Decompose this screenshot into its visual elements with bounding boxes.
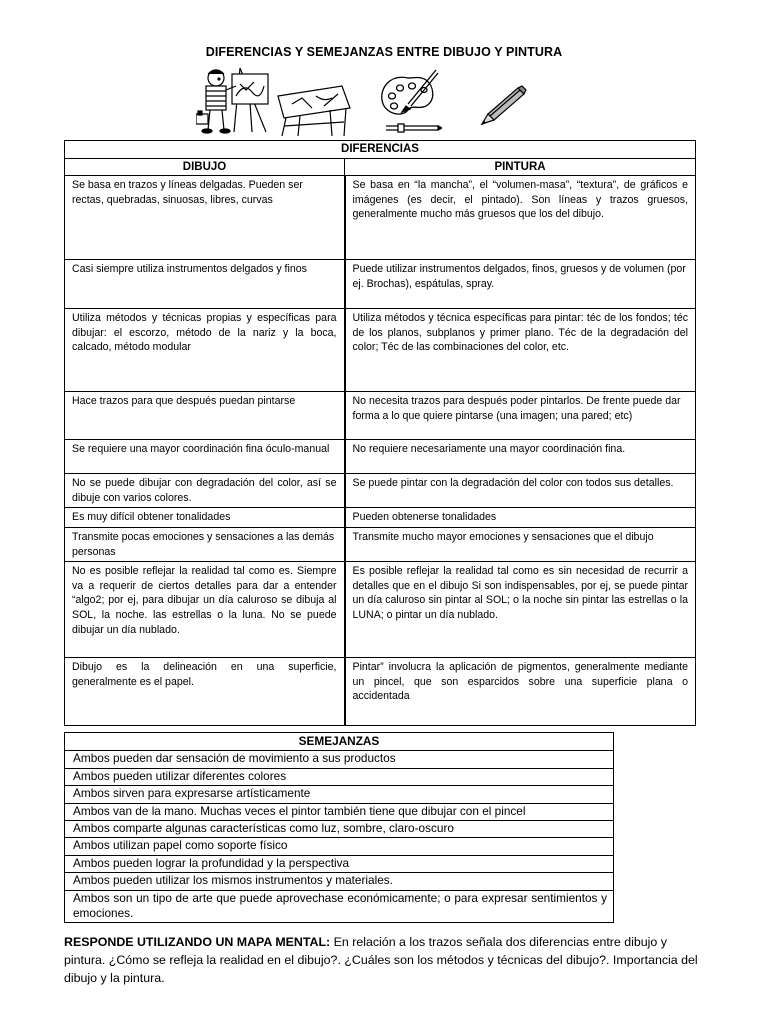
instructions-paragraph bbox=[64, 934, 704, 987]
table-row bbox=[65, 392, 696, 440]
table-row bbox=[65, 260, 696, 309]
similarity-item: Ambos son un tipo de arte que puede aprovechase económicamente; o para expresar sentimientos y emociones. bbox=[65, 890, 614, 923]
list-item bbox=[65, 838, 614, 855]
similarity-item: Ambos pueden utilizar los mismos instrumentos y materiales. bbox=[65, 873, 614, 890]
dibujo-cell: Dibujo es la delineación en una superficie, generalmente es el papel. bbox=[65, 658, 345, 726]
dibujo-cell: No es posible reflejar la realidad tal como es. Siempre va a requerir de ciertos detalles para dar a entender “algo2; por ej, para dibujar un día caluroso se dibuja al SOL, la noche. las estrellas o la luna. No se puede dibujar un día nublado. bbox=[65, 562, 345, 658]
pencil-icon bbox=[478, 84, 528, 126]
similarities-header: SEMEJANZAS bbox=[65, 733, 614, 751]
dibujo-cell: Hace trazos para que después puedan pintarse bbox=[65, 392, 345, 440]
instructions-text: En relación a los trazos señala dos diferencias entre dibujo y pintura. ¿Cómo se refleja la realidad en el dibujo?. ¿Cuáles son los métodos y técnicas del dibujo?. Importancia del dibujo y la pintura. bbox=[64, 935, 698, 985]
similarity-item: Ambos pueden dar sensación de movimiento a sus productos bbox=[65, 751, 614, 768]
page-title: DIFERENCIAS Y SEMEJANZAS ENTRE DIBUJO Y PINTURA bbox=[205, 45, 563, 59]
pintura-cell: No requiere necesariamente una mayor coordinación fina. bbox=[345, 440, 696, 474]
list-item bbox=[65, 855, 614, 872]
list-item bbox=[65, 803, 614, 820]
differences-table bbox=[64, 140, 696, 726]
dibujo-cell: Utiliza métodos y técnicas propias y específicas para dibujar: el escorzo, método de la nariz y la boca, calcado, método modular bbox=[65, 309, 345, 392]
col-header-pintura: PINTURA bbox=[345, 158, 696, 176]
col-header-dibujo: DIBUJO bbox=[65, 158, 345, 176]
table-row bbox=[65, 176, 696, 260]
pintura-cell: Se basa en “la mancha”, el “volumen-masa”, “textura”, de gráficos e imágenes (es decir, el pintado). Son líneas y trazos gruesos, generalmente mucho más gruesos que los del dibujo. bbox=[345, 176, 696, 260]
pintura-cell: Transmite mucho mayor emociones y sensaciones que el dibujo bbox=[345, 527, 696, 561]
differences-header: DIFERENCIAS bbox=[65, 141, 696, 159]
dibujo-cell: Es muy difícil obtener tonalidades bbox=[65, 508, 345, 528]
similarity-item: Ambos comparte algunas características como luz, sombre, claro-oscuro bbox=[65, 821, 614, 838]
pintura-cell: No necesita trazos para después poder pintarlos. De frente puede dar forma a lo que quiere pintarse (una imagen; una pared; etc) bbox=[345, 392, 696, 440]
list-item bbox=[65, 873, 614, 890]
instructions-lead: RESPONDE UTILIZANDO UN MAPA MENTAL: bbox=[64, 935, 331, 949]
similarity-item: Ambos sirven para expresarse artísticamente bbox=[65, 786, 614, 803]
dibujo-cell: No se puede dibujar con degradación del color, así se dibuje con varios colores. bbox=[65, 474, 345, 508]
pintura-cell: Es posible reflejar la realidad tal como es sin necesidad de recurrir a detalles que en el dibujo Si son indispensables, por ej, se puede pintar un día caluroso sin pintar al SOL; o la noche sin pintar las estrellas o la LUNA; o pintar un día nublado. bbox=[345, 562, 696, 658]
similarity-item: Ambos utilizan papel como soporte físico bbox=[65, 838, 614, 855]
similarity-item: Ambos van de la mano. Muchas veces el pintor también tiene que dibujar con el pincel bbox=[65, 803, 614, 820]
similarities-table bbox=[64, 732, 614, 923]
table-row bbox=[65, 508, 696, 528]
pintura-cell: Pintar” involucra la aplicación de pigmentos, generalmente mediante un pincel, que son esparcidos sobre una superficie plana o accidentada bbox=[345, 658, 696, 726]
similarity-item: Ambos pueden lograr la profundidad y la perspectiva bbox=[65, 855, 614, 872]
table-row bbox=[65, 309, 696, 392]
similarity-item: Ambos pueden utilizar diferentes colores bbox=[65, 768, 614, 785]
table-row bbox=[65, 562, 696, 658]
list-item bbox=[65, 890, 614, 923]
drawing-table-illustration bbox=[272, 82, 352, 136]
pintura-cell: Puede utilizar instrumentos delgados, finos, gruesos y de volumen (por ej. Brochas), espátulas, spray. bbox=[345, 260, 696, 309]
dibujo-cell: Transmite pocas emociones y sensaciones a las demás personas bbox=[65, 527, 345, 561]
table-row bbox=[65, 440, 696, 474]
palette-brushes-icon bbox=[378, 64, 442, 136]
table-row bbox=[65, 474, 696, 508]
dibujo-cell: Casi siempre utiliza instrumentos delgados y finos bbox=[65, 260, 345, 309]
list-item bbox=[65, 821, 614, 838]
pintura-cell: Utiliza métodos y técnica específicas para pintar: téc de los fondos; téc de los planos, subplanos y primer plano. Téc de la degradación del color; Téc de las combinaciones del color, etc. bbox=[345, 309, 696, 392]
table-row bbox=[65, 527, 696, 561]
pintura-cell: Se puede pintar con la degradación del color con todos sus detalles. bbox=[345, 474, 696, 508]
child-painting-easel-illustration bbox=[196, 64, 276, 134]
dibujo-cell: Se basa en trazos y líneas delgadas. Pueden ser rectas, quebradas, sinuosas, libres, curvas bbox=[65, 176, 345, 260]
list-item bbox=[65, 751, 614, 768]
table-row bbox=[65, 658, 696, 726]
dibujo-cell: Se requiere una mayor coordinación fina óculo-manual bbox=[65, 440, 345, 474]
list-item bbox=[65, 768, 614, 785]
list-item bbox=[65, 786, 614, 803]
pintura-cell: Pueden obtenerse tonalidades bbox=[345, 508, 696, 528]
